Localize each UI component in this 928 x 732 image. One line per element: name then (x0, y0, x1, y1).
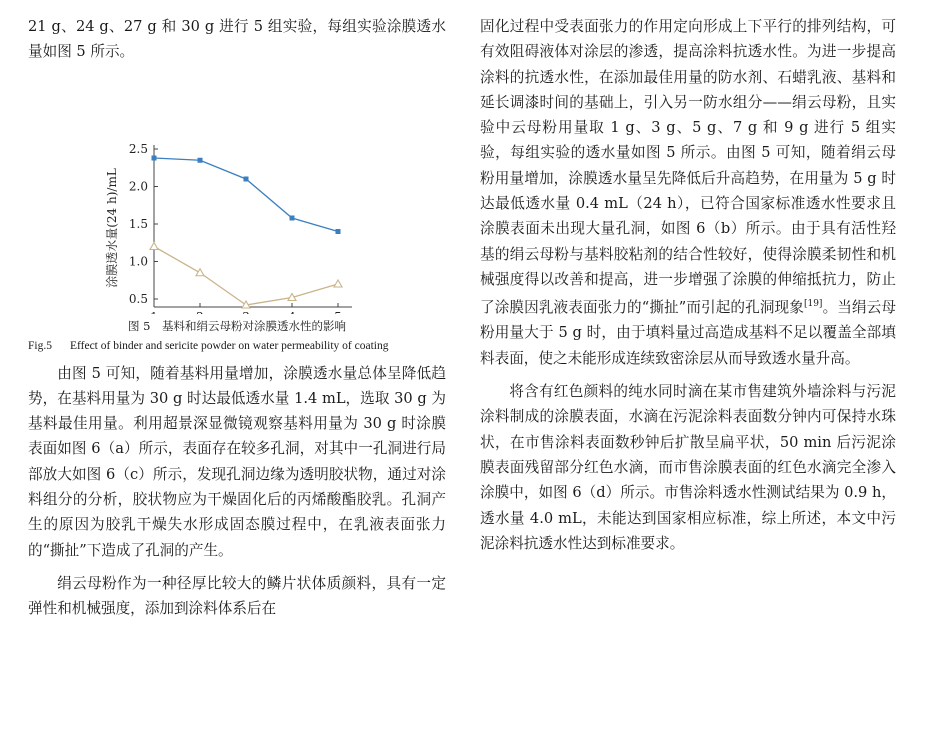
data-point (196, 268, 204, 275)
y-axis-label: 涂膜透水量(24 h)/mL (105, 167, 119, 288)
y-tick-label: 2.0 (128, 179, 148, 194)
data-point (290, 215, 295, 220)
data-point (198, 157, 203, 162)
left-column (28, 14, 446, 622)
series-line-1 (154, 246, 338, 305)
x-tick-label (150, 310, 158, 314)
data-point (150, 242, 158, 249)
figure-caption-en (28, 338, 446, 355)
data-point (336, 229, 341, 234)
paragraph-sericite-text: 固化过程中受表面张力的作用定向形成上下平行的排列结构，可有效阻碍液体对涂层的渗透，提高涂料抗透水性。为进一步提高涂料的抗透水性，在添加最佳用量的防水剂、石蜡乳液、基料和延长调漆时间的基础上，引入另一防水组分——绢云母粉，且实验中云母粉用量取 1 g、3 g、5 g、7 g 和 9 g 进行 5 组实验，每组实验的透水量如图 5 所示。由图 5 可知，随着绢云母粉用量增加，涂膜透水量呈先降低后升高趋势，在用量为 5 g 时达最低透水量 0.4 mL（24 h），已符合国家标准透水性要求且涂膜表面未出现大量孔洞，如图 6（b）所示。由于具有活性羟基的绢云母粉与基料胶粘剂的结合性较好，使得涂膜柔韧性和机械强度得以改善和提高，进一步增强了涂膜的伸缩抵抗力，防止了涂膜因乳液表面张力的“撕扯”而引起的孔洞现象 (480, 18, 896, 317)
paragraph-sericite-analysis (480, 14, 896, 371)
y-tick-label: 1.0 (128, 254, 148, 269)
x-tick-label (288, 310, 296, 314)
right-column (480, 14, 896, 556)
paragraph-comparison: 将含有红色颜料的纯水同时滴在某市售建筑外墙涂料与污泥涂料制成的涂膜表面，水滴在污泥涂料表面数分钟内可保持水珠状，在市售涂料表面数秒钟后扩散呈扁平状，50 min 后污泥涂膜表面残留部分红色水滴，而市售涂膜表面的红色水滴完全渗入涂膜中，如图 6（d）所示。市售涂料透水性测试结果为 0.9 h，透水量 4.0 mL，未能达到国家相应标准，综上所述，本文中污泥涂料抗透水性达到标准要求。 (480, 383, 896, 552)
data-point (152, 155, 157, 160)
y-tick-label: 1.5 (128, 216, 148, 231)
x-tick-label (334, 310, 342, 314)
citation-ref[interactable]: [19] (803, 299, 823, 310)
x-tick-label (196, 310, 204, 314)
y-tick-label: 0.5 (128, 291, 148, 306)
y-tick-label: 2.5 (128, 141, 148, 156)
paragraph-sericite-intro: 绢云母粉作为一种径厚比较大的鳞片状体质颜料，具有一定弹性和机械强度，添加到涂料体系后在 (28, 574, 446, 618)
figure-caption-cn: 图 5 基料和绢云母粉对涂膜透水性的影响 (128, 318, 346, 333)
data-point (244, 176, 249, 181)
line-chart (28, 71, 446, 314)
paragraph-sericite-text-end: 。当绢云母粉用量大于 5 g 时，由于填料量过高造成基料不足以覆盖全部填料表面，使之未能形成连续致密涂层从而导致透水量升高。 (480, 299, 896, 367)
figure-caption-en-label: Fig.5 (28, 339, 52, 352)
series-line-0 (154, 158, 338, 232)
figure-caption-en-text: Effect of binder and sericite powder on water permeability of coating (70, 339, 389, 352)
paragraph-intro: 21 g、24 g、27 g 和 30 g 进行 5 组实验，每组实验涂膜透水量如图 5 所示。 (28, 18, 446, 61)
data-point (334, 280, 342, 287)
paragraph-binder-analysis: 由图 5 可知，随着基料用量增加，涂膜透水量总体呈降低趋势，在基料用量为 30 g 时达最低透水量 1.4 mL，选取 30 g 为基料最佳用量。利用超景深显微镜观察基料用量为 30 g 时涂膜表面如图 6（a）所示，表面存在较多孔洞，对其中一孔洞进行局部放大如图 6（c）所示，发现孔洞边缘为透明胶状物，通过对涂料组分的分析，胶状物应为干燥固化后的丙烯酸酯胶乳。孔洞产生的原因为胶乳干燥失水形成固态膜过程中，在乳液表面张力的“撕扯”下造成了孔洞的产生。 (28, 364, 446, 559)
figure-5 (28, 71, 446, 314)
x-tick-label (242, 310, 250, 314)
